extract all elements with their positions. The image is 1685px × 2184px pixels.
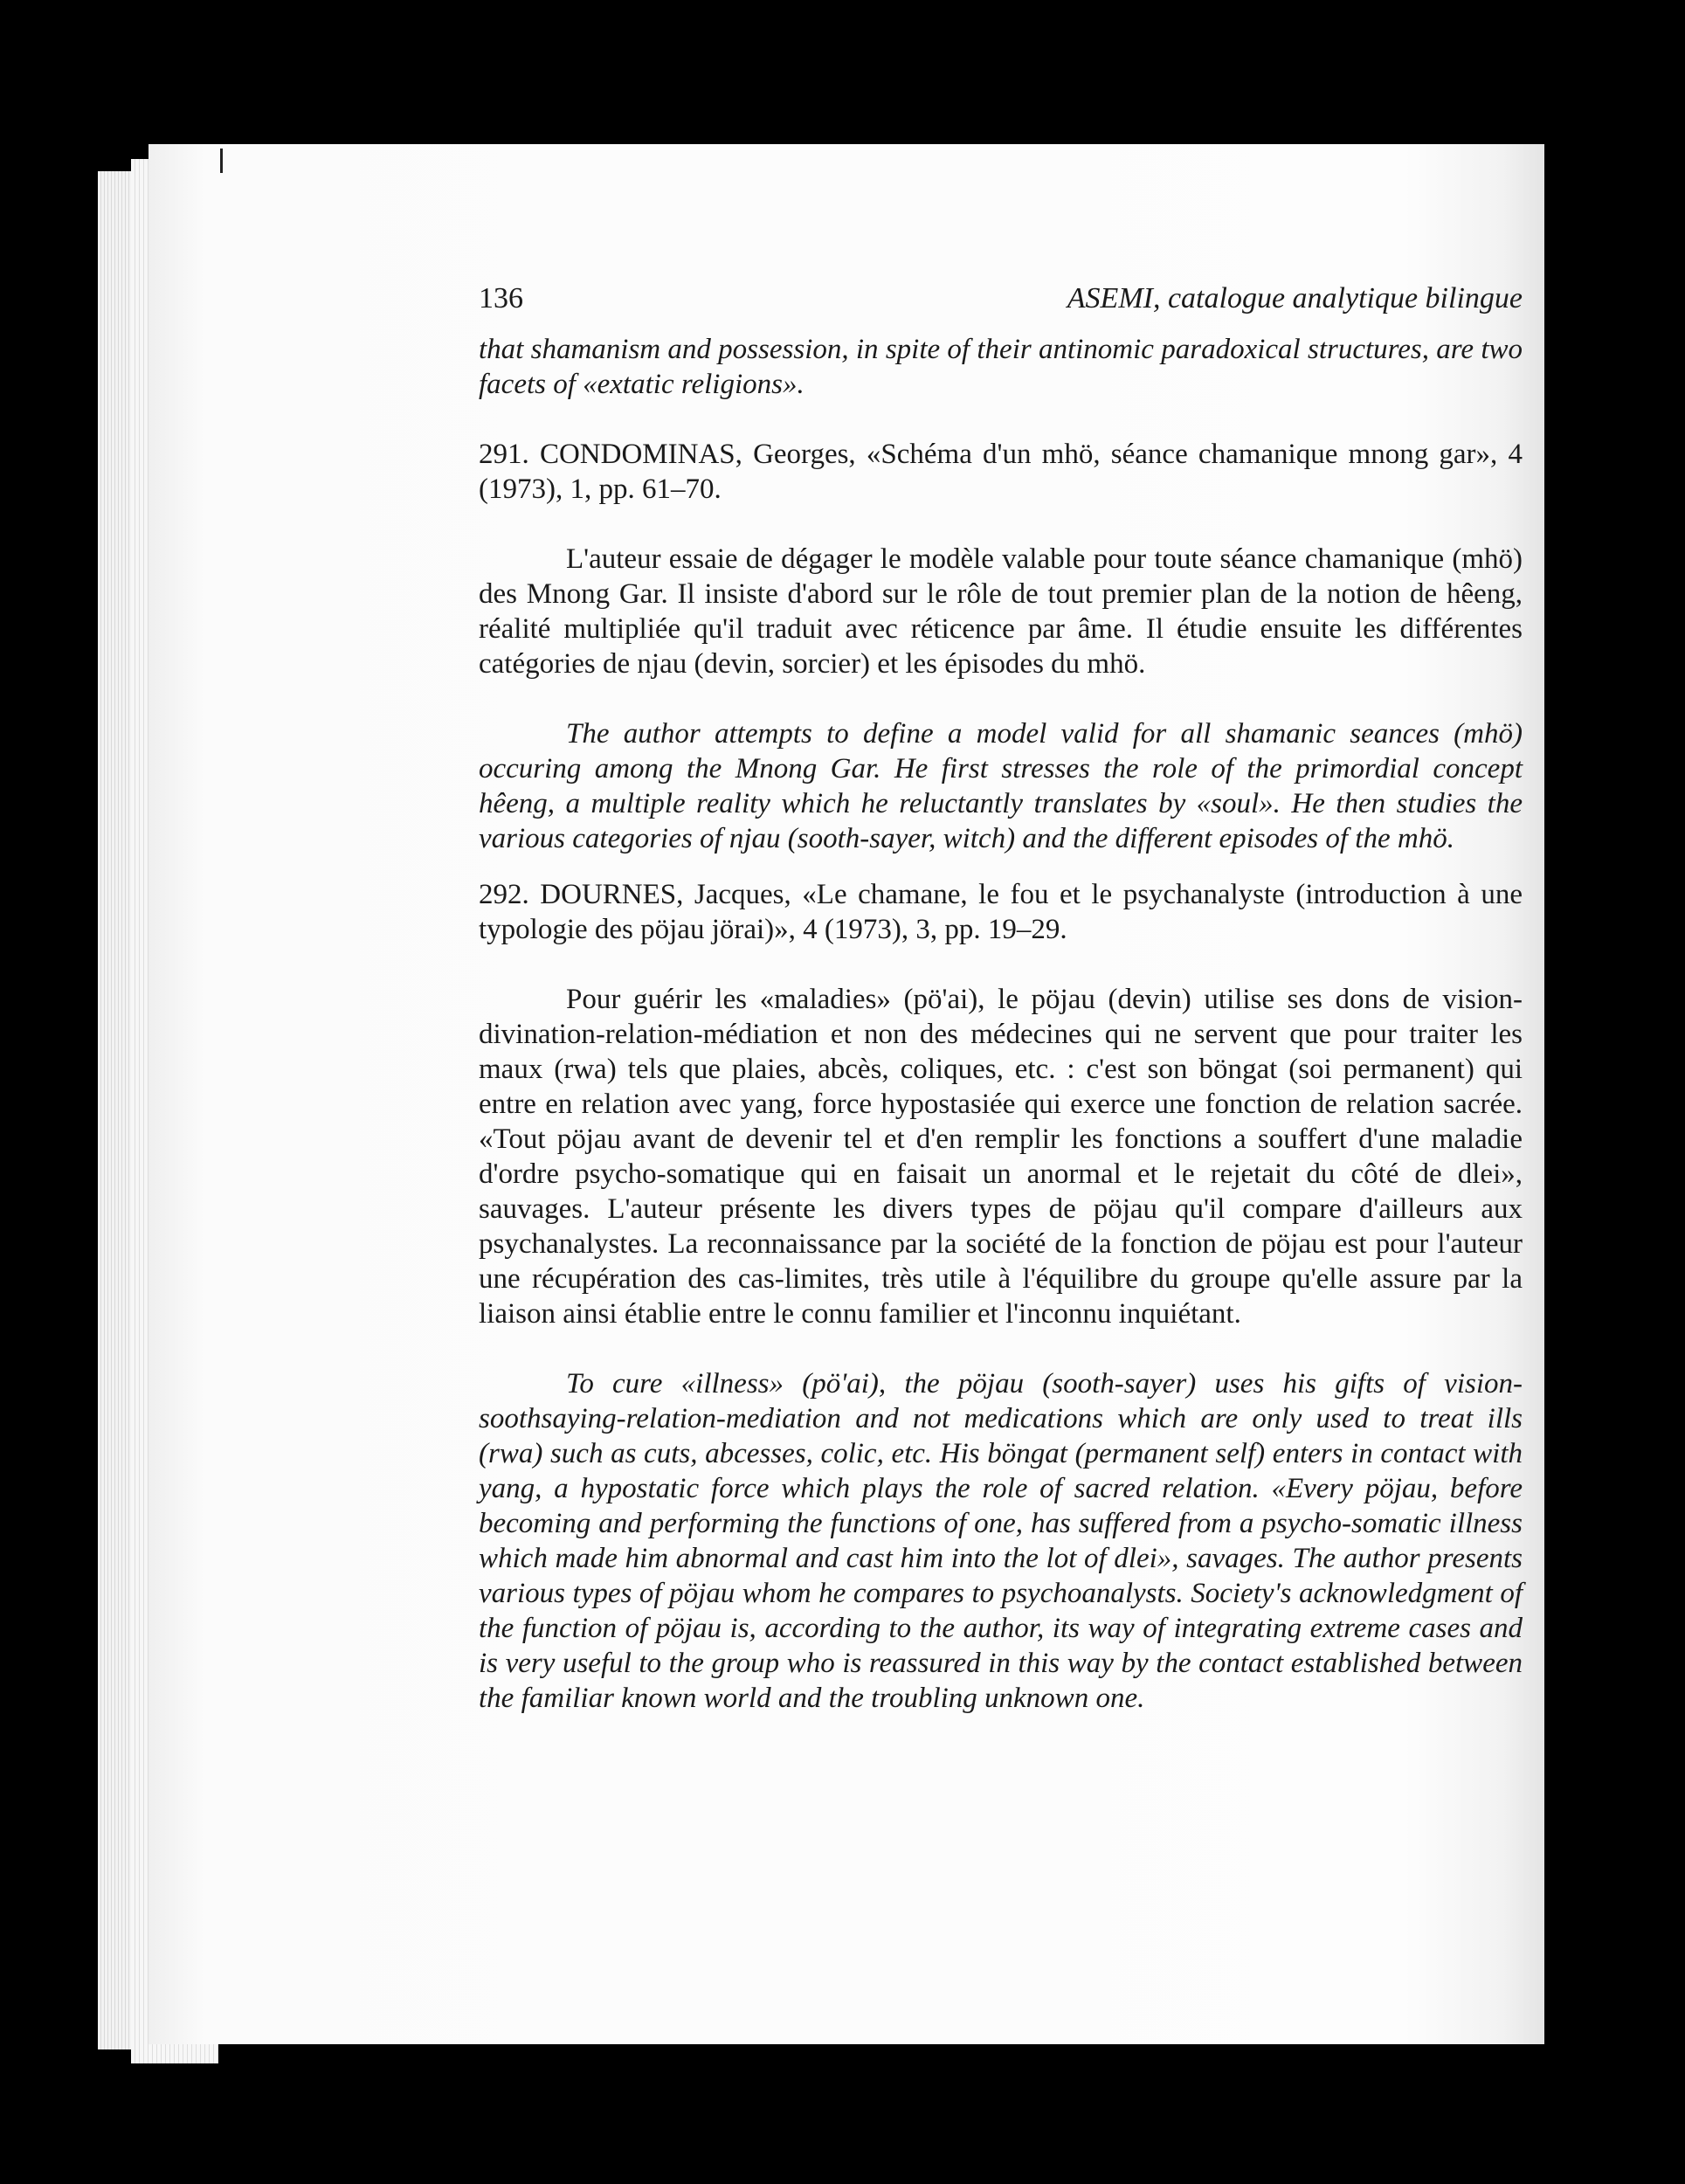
page-text [479,281,1523,1716]
page-number: 136 [479,282,523,314]
entry-291-resume-fr: L'auteur essaie de dégager le modèle valable pour toute séance chamanique (mhö) des Mnong Gar. Il insiste d'abord sur le rôle de tout premier plan de la notion de hêeng, réalité multipliée qu'il traduit avec réticence par âme. Il étudie ensuite les différentes catégories de njau (devin, sorcier) et les épisodes du mhö. [479,543,1523,680]
page-header [479,281,1523,316]
entry-291-summary-en: The author attempts to define a model valid for all shamanic seances (mhö) occuring among the Mnong Gar. He first stresses the role of the primordial concept hêeng, a multiple reality which he reluctantly translates by «soul». He then studies the various categories of njau (sooth-sayer, witch) and the different episodes of the mhö. [479,718,1523,854]
entry-292-resume-fr: Pour guérir les «maladies» (pö'ai), le pöjau (devin) utilise ses dons de vision-divination-relation-médiation et non des médecines qui ne servent que pour traiter les maux (rwa) tels que plaies, abcès, coliques, etc. : c'est son böngat (soi permanent) qui entre en relation avec yang, force hypostasiée qui exerce une fonction de relation sacrée. «Tout pöjau avant de devenir tel et d'en remplir les fonctions a souffert d'une maladie d'ordre psycho-somatique qui en faisait un anormal et le rejetait du côté de dlei», sauvages. L'auteur présente les divers types de pöjau qu'il compare d'ailleurs aux psychanalystes. La reconnaissance par la société de la fonction de pöjau est pour l'auteur une récupération des cas-limites, très utile à l'équilibre du groupe qu'elle assure par la liaison ainsi établie entre le connu familier et l'inconnu inquiétant. [479,984,1523,1330]
intro-summary-en: that shamanism and possession, in spite of their antinomic paradoxical structures, are two facets of «extatic religions». [479,334,1523,400]
page-mark [220,149,223,173]
entry-291-citation: 291. CONDOMINAS, Georges, «Schéma d'un mhö, séance chamanique mnong gar», 4 (1973), 1, pp. 61–70. [479,439,1523,505]
entry-292-citation: 292. DOURNES, Jacques, «Le chamane, le fou et le psychanalyste (introduction à une typologie des pöjau jörai)», 4 (1973), 3, pp. 19–29. [479,879,1523,945]
entry-292-summary-en: To cure «illness» (pö'ai), the pöjau (sooth-sayer) uses his gifts of vision-soothsaying-relation-mediation and not medications which are only used to treat ills (rwa) such as cuts, abcesses, colic, etc. His böngat (permanent self) enters in contact with yang, a hypostatic force which plays the role of sacred relation. «Every pöjau, before becoming and performing the functions of one, has suffered from a psycho-somatic illness which made him abnormal and cast him into the lot of dlei», savages. The author presents various types of pöjau whom he compares to psychoanalysts. Society's acknowledgment of the function of pöjau is, according to the author, its way of integrating extreme cases and is very useful to the group who is reassured in this way by the contact established between the familiar known world and the troubling unknown one. [479,1368,1523,1714]
running-title: ASEMI, catalogue analytique bilingue [1067,282,1523,314]
